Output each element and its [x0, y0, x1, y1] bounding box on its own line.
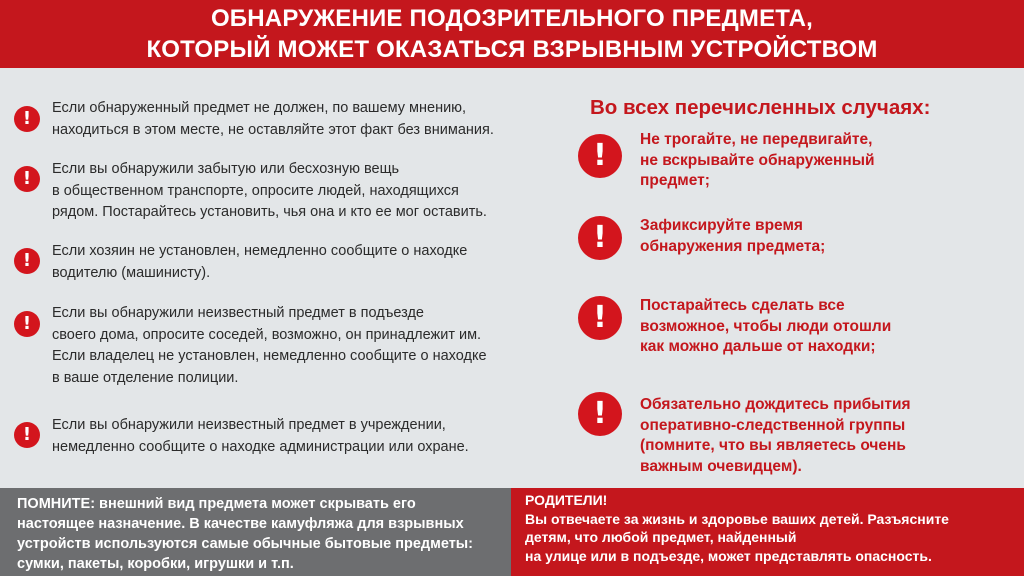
left-item-2: Если вы обнаружили забытую или бесхозную вещь в общественном транспорте, опросите людей, находящихся рядом. Постарайтесь установить, чья она и кто ее мог оставить.: [52, 161, 487, 220]
exclamation-circle-icon: !: [14, 248, 40, 274]
right-item-1: Не трогайте, не передвигайте, не вскрывайте обнаруженный предмет;: [640, 131, 875, 189]
exclamation-circle-icon: !: [14, 422, 40, 448]
left-item-3: Если хозяин не установлен, немедленно сообщите о находке водителю (машинисту).: [52, 243, 468, 281]
remember-notice: ПОМНИТЕ: внешний вид предмета может скрывать его настоящее назначение. В качестве камуфляжа для взрывных устройств используются самые обычные бытовые предметы: сумки, пакеты, коробки, игрушки и т.п.: [0, 488, 511, 576]
right-item-2: Зафиксируйте время обнаружения предмета;: [640, 217, 826, 255]
left-item-5: Если вы обнаружили неизвестный предмет в учреждении, немедленно сообщите о находке администрации или охране.: [52, 417, 469, 455]
parents-notice: РОДИТЕЛИ! Вы отвечаете за жизнь и здоровье ваших детей. Разъясните детям, что любой предмет, найденный на улице или в подъезде, может представлять опасность.: [511, 488, 1024, 576]
right-item-3: Постарайтесь сделать все возможное, чтобы люди отошли как можно дальше от находки;: [640, 297, 892, 355]
right-item-4: Обязательно дождитесь прибытия оперативно-следственной группы (помните, что вы являетесь очень важным очевидцем).: [640, 396, 911, 475]
left-item-1: Если обнаруженный предмет не должен, по вашему мнению, находиться в этом месте, не оставляйте этот факт без внимания.: [52, 100, 494, 138]
parents-notice-heading: РОДИТЕЛИ!: [525, 492, 608, 508]
exclamation-circle-icon: !: [578, 216, 622, 260]
exclamation-circle-icon: !: [578, 134, 622, 178]
page-title-line-1: ОБНАРУЖЕНИЕ ПОДОЗРИТЕЛЬНОГО ПРЕДМЕТА,: [210, 5, 814, 32]
exclamation-circle-icon: !: [578, 296, 622, 340]
exclamation-circle-icon: !: [14, 106, 40, 132]
right-section-title: Во всех перечисленных случаях:: [590, 96, 931, 119]
exclamation-circle-icon: !: [14, 166, 40, 192]
exclamation-circle-icon: !: [578, 392, 622, 436]
page-title-line-2: КОТОРЫЙ МОЖЕТ ОКАЗАТЬСЯ ВЗРЫВНЫМ УСТРОЙСТВОМ: [146, 36, 878, 63]
left-item-4: Если вы обнаружили неизвестный предмет в подъезде своего дома, опросите соседей, возможно, он принадлежит им. Если владелец не установлен, немедленно сообщите о находке в ваше отделение полиции.: [52, 305, 487, 386]
page-header: [0, 0, 1024, 68]
exclamation-circle-icon: !: [14, 311, 40, 337]
